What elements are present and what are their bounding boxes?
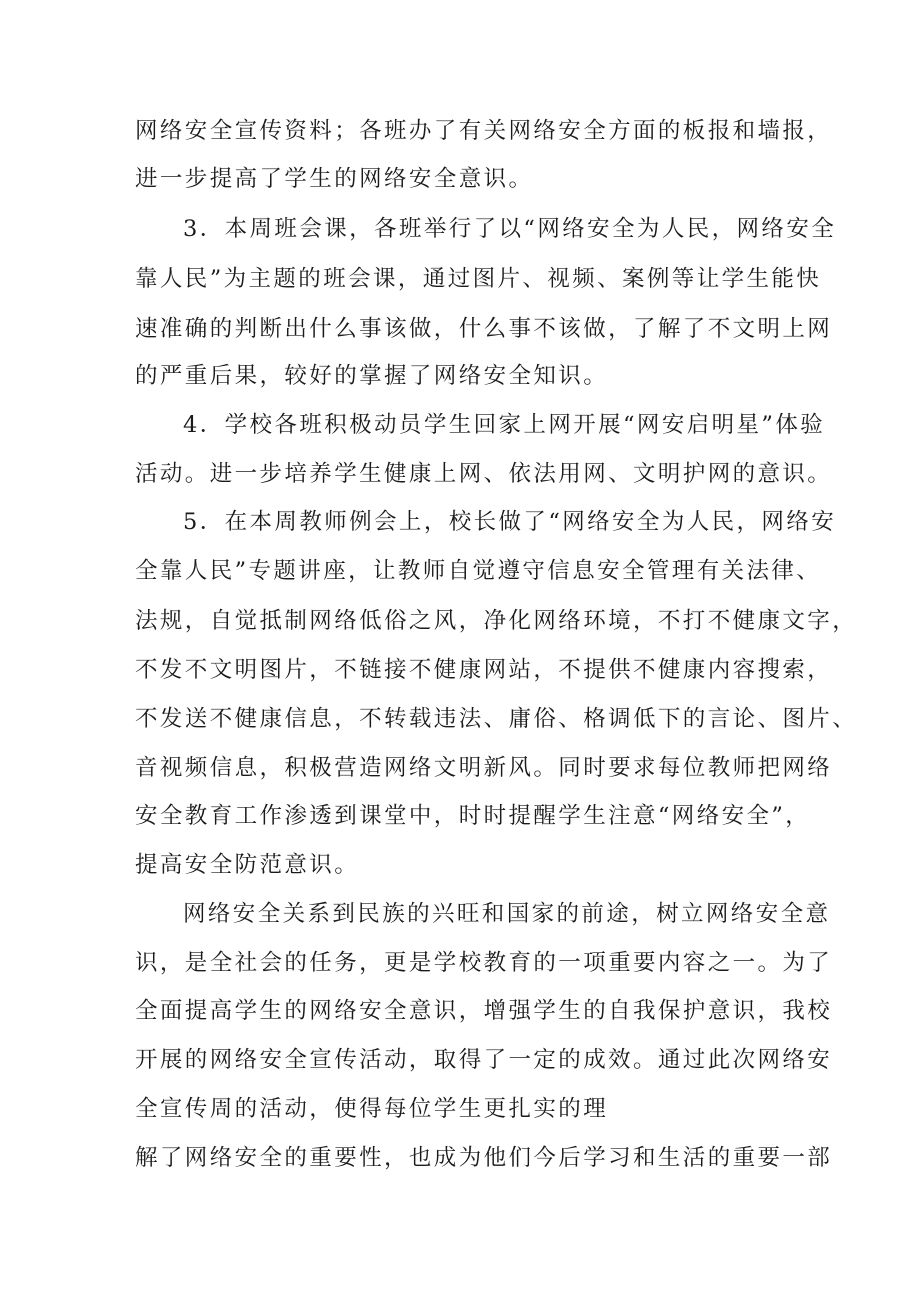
text-line: 提高安全防范意识。 <box>135 852 360 878</box>
text-line: 网络安全宣传资料；各班办了有关网络安全方面的板报和墙报， <box>135 118 833 144</box>
text-line: 识，是全社会的任务，更是学校教育的一项重要内容之一。为了 <box>135 950 833 976</box>
text-line: 速准确的判断出什么事该做，什么事不该做，了解了不文明上网 <box>135 316 833 342</box>
text-line: 的严重后果，较好的掌握了网络安全知识。 <box>135 363 609 389</box>
text-line: 靠人民”为主题的班会课，通过图片、视频、案例等让学生能快 <box>135 266 822 292</box>
text-line: 音视频信息，积极营造网络文明新风。同时要求每位教师把网络 <box>135 755 833 781</box>
text-line: 活动。进一步培养学生健康上网、依法用网、文明护网的意识。 <box>135 461 833 487</box>
text-line: 安全教育工作渗透到课堂中，时时提醒学生注意“网络安全”， <box>135 803 811 829</box>
text-line: 法规，自觉抵制网络低俗之风，净化网络环境，不打不健康文字， <box>135 608 858 634</box>
text-line: 全面提高学生的网络安全意识，增强学生的自我保护意识，我校 <box>135 998 833 1024</box>
text-line: 全靠人民”专题讲座，让教师自觉遵守信息安全管理有关法律、 <box>135 558 822 584</box>
text-line: 开展的网络安全宣传活动，取得了一定的成效。通过此次网络安 <box>135 1047 833 1073</box>
text-line: 4．学校各班积极动员学生回家上网开展“网安启明星”体验 <box>183 412 826 438</box>
text-line: 网络安全关系到民族的兴旺和国家的前途，树立网络安全意 <box>183 901 831 927</box>
text-line: 全宣传周的活动，使得每位学生更扎实的理 <box>135 1096 609 1122</box>
text-line: 不发不文明图片，不链接不健康网站，不提供不健康内容搜索， <box>135 657 833 683</box>
text-line: 3．本周班会课，各班举行了以“网络安全为人民，网络安全 <box>183 216 837 242</box>
text-line: 进一步提高了学生的网络安全意识。 <box>135 166 534 192</box>
text-line: 不发送不健康信息，不转载违法、庸俗、格调低下的言论、图片、 <box>135 706 858 732</box>
text-line: 解了网络安全的重要性，也成为他们今后学习和生活的重要一部 <box>135 1145 833 1171</box>
text-line: 5．在本周教师例会上，校长做了“网络安全为人民，网络安 <box>183 509 837 535</box>
